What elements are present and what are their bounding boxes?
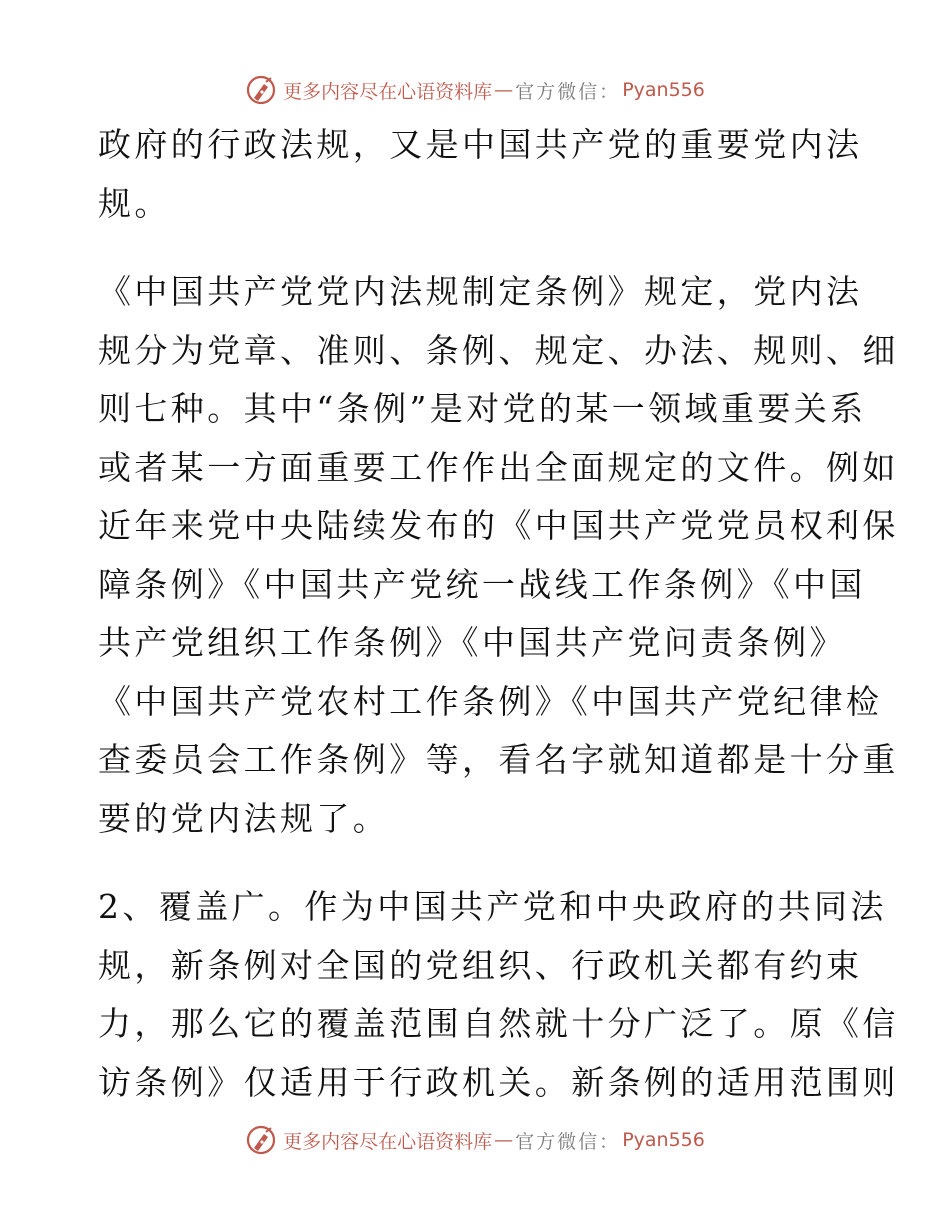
watermark-wechat-id: Pyan556: [622, 79, 705, 101]
text-line: 共产党组织工作条例》《中国共产党问责条例》: [98, 623, 846, 662]
text-line: 2、覆盖广。作为中国共产党和中央政府的共同法: [98, 887, 887, 926]
paragraph: [98, 263, 899, 848]
text-line: 规，新条例对全国的党组织、行政机关都有约束: [98, 945, 863, 985]
paragraph: [98, 116, 863, 233]
watermark-main-text: 更多内容尽在心语资料库: [283, 80, 493, 103]
watermark-dash: —: [494, 79, 514, 101]
text-line: 查委员会工作条例》等，看名字就知道都是十分重: [98, 740, 899, 779]
text-line: 要的党内法规了。: [98, 798, 390, 838]
footer-watermark: [0, 1120, 950, 1160]
text-line: 《中国共产党农村工作条例》《中国共产党纪律检: [98, 681, 883, 721]
document-body: [98, 116, 899, 1112]
watermark-main-text: 更多内容尽在心语资料库: [283, 1130, 493, 1153]
text-line: 障条例》《中国共产党统一战线工作条例》《中国: [98, 564, 866, 604]
text-line: 或者某一方面重要工作作出全面规定的文件。例如: [98, 447, 899, 487]
header-watermark: [0, 70, 950, 110]
text-line: 规分为党章、准则、条例、规定、办法、规则、细: [98, 330, 899, 370]
watermark-wechat-id: Pyan556: [622, 1129, 705, 1151]
text-line: 政府的行政法规，又是中国共产党的重要党内法: [98, 125, 863, 164]
text-line: 访条例》仅适用于行政机关。新条例的适用范围则: [98, 1062, 899, 1102]
text-line: 规。: [98, 183, 171, 223]
paragraph: [98, 878, 899, 1112]
watermark-dash: —: [494, 1129, 514, 1151]
pen-nib-logo-icon: [245, 74, 277, 106]
text-line: 则七种。其中“条例”是对党的某一领域重要关系: [98, 389, 867, 428]
text-line: 近年来党中央陆续发布的《中国共产党党员权利保: [98, 506, 899, 545]
pen-nib-logo-icon: [245, 1124, 277, 1156]
watermark-official-label: 官方微信：: [515, 80, 621, 103]
text-line: 《中国共产党党内法规制定条例》规定，党内法: [98, 272, 863, 311]
text-line: 力，那么它的覆盖范围自然就十分广泛了。原《信: [98, 1004, 899, 1043]
watermark-official-label: 官方微信：: [515, 1130, 621, 1153]
